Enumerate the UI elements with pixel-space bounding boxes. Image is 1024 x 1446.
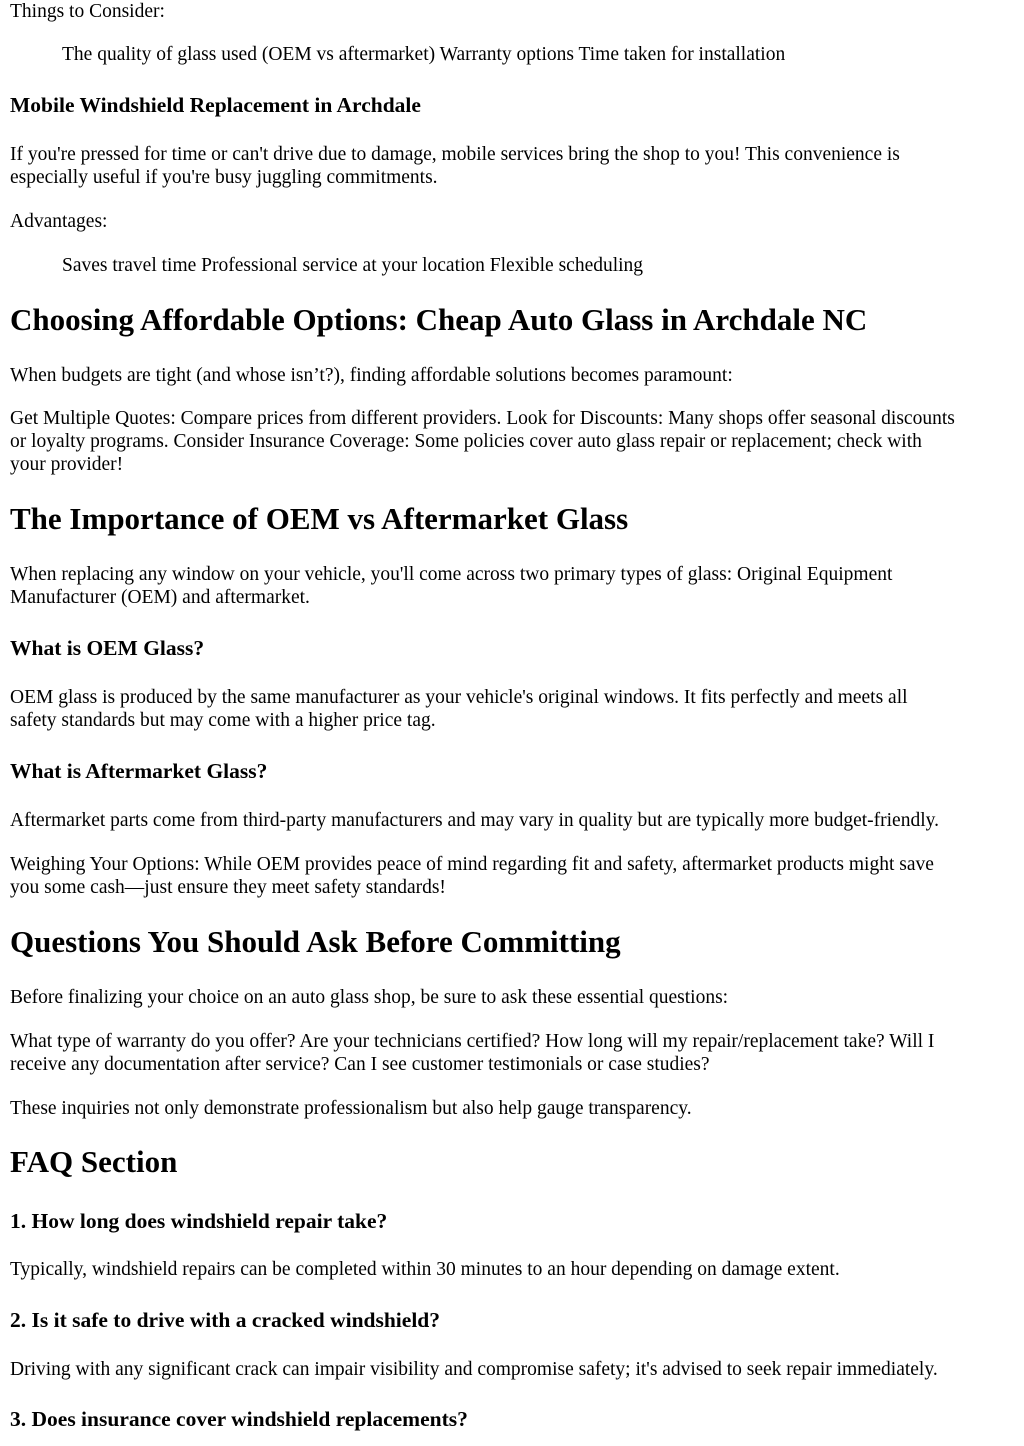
faq-question-1: 1. How long does windshield repair take? [10,1209,388,1233]
faq-answer-1: Typically, windshield repairs can be completed within 30 minutes to an hour depending on damage extent. [10,1259,840,1280]
mobile-paragraph-line-1: If you're pressed for time or can't drive due to damage, mobile services bring the shop to you! This convenience is [10,144,900,165]
oem-intro-line-1: When replacing any window on your vehicle, you'll come across two primary types of glass: Original Equipment [10,564,893,585]
affordable-tips-line-3: your provider! [10,454,124,475]
faq-heading: FAQ Section [10,1144,178,1179]
what-is-aftermarket-paragraph: Aftermarket parts come from third-party manufacturers and may vary in quality but are typically more budget-friendly. [10,810,939,831]
what-is-aftermarket-heading: What is Aftermarket Glass? [10,759,268,783]
affordable-intro: When budgets are tight (and whose isn’t?), finding affordable solutions becomes paramount: [10,365,733,386]
what-is-oem-heading: What is OEM Glass? [10,636,205,660]
affordable-tips-line-1: Get Multiple Quotes: Compare prices from different providers. Look for Discounts: Many shops offer seasonal discounts [10,408,955,429]
affordable-options-heading: Choosing Affordable Options: Cheap Auto Glass in Archdale NC [10,302,868,337]
faq-question-2: 2. Is it safe to drive with a cracked windshield? [10,1308,440,1332]
questions-heading: Questions You Should Ask Before Committing [10,924,621,959]
faq-answer-2: Driving with any significant crack can impair visibility and compromise safety; it's advised to seek repair immediately. [10,1359,938,1380]
mobile-replacement-heading: Mobile Windshield Replacement in Archdale [10,93,421,117]
questions-list-line-1: What type of warranty do you offer? Are your technicians certified? How long will my repair/replacement take? Will I [10,1031,935,1052]
questions-intro: Before finalizing your choice on an auto glass shop, be sure to ask these essential questions: [10,987,729,1008]
weighing-options-line-2: you some cash—just ensure they meet safety standards! [10,877,446,898]
things-to-consider-label: Things to Consider: [10,1,165,22]
faq-question-3: 3. Does insurance cover windshield replacements? [10,1407,468,1431]
oem-intro-line-2: Manufacturer (OEM) and aftermarket. [10,587,310,608]
weighing-options-line-1: Weighing Your Options: While OEM provides peace of mind regarding fit and safety, aftermarket products might save [10,854,934,875]
things-to-consider-list: The quality of glass used (OEM vs aftermarket) Warranty options Time taken for installation [62,44,786,65]
questions-outro: These inquiries not only demonstrate professionalism but also help gauge transparency. [10,1098,692,1119]
affordable-tips-line-2: or loyalty programs. Consider Insurance Coverage: Some policies cover auto glass repair or replacement; check with [10,431,922,452]
questions-list-line-2: receive any documentation after service? Can I see customer testimonials or case studies? [10,1054,710,1075]
what-is-oem-line-1: OEM glass is produced by the same manufacturer as your vehicle's original windows. It fits perfectly and meets all [10,687,908,708]
oem-vs-aftermarket-heading: The Importance of OEM vs Aftermarket Glass [10,501,629,536]
advantages-list: Saves travel time Professional service at your location Flexible scheduling [62,255,644,276]
advantages-label: Advantages: [10,211,108,232]
what-is-oem-line-2: safety standards but may come with a higher price tag. [10,710,436,731]
mobile-paragraph-line-2: especially useful if you're busy juggling commitments. [10,167,438,188]
